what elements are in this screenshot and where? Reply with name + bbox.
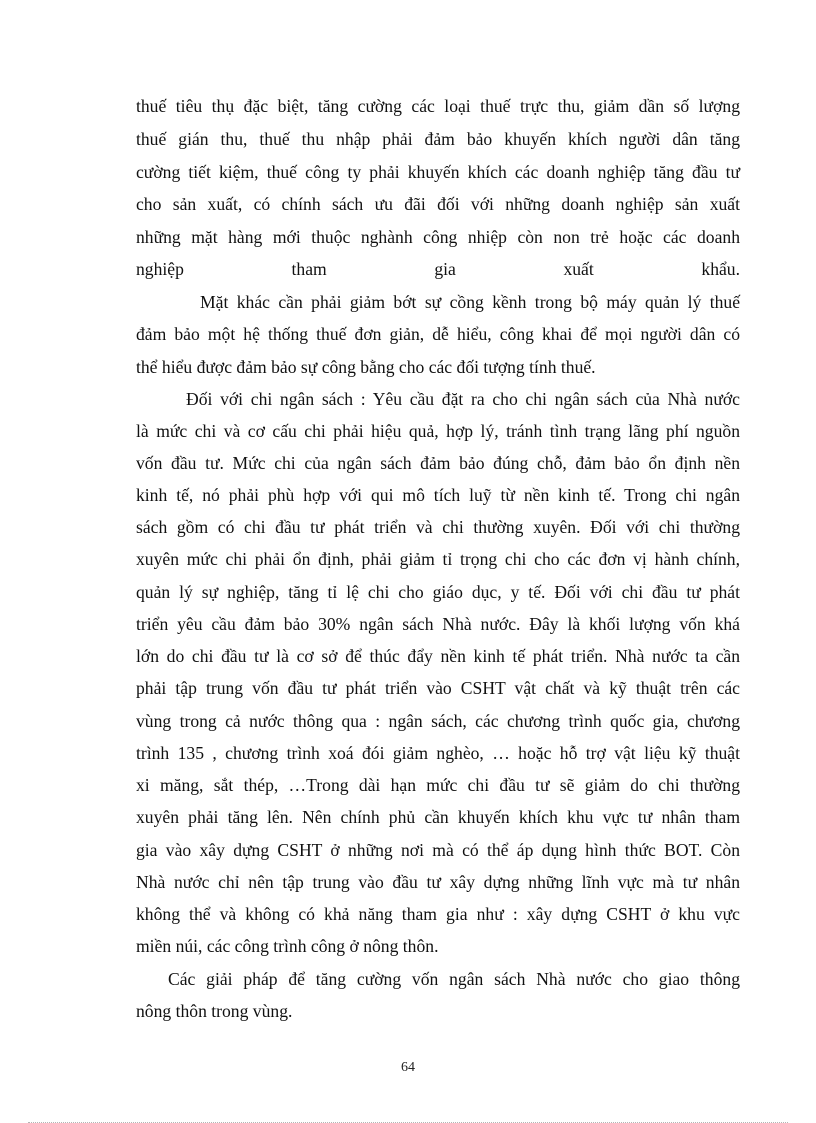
text-line: sách gồm có chi đầu tư phát triển và chi thường xuyên. Đối với chi thường — [136, 517, 740, 537]
text-line: không thể và không có khả năng tham gia như : xây dựng CSHT ở khu vực — [136, 904, 740, 924]
text-line: thuế tiêu thụ đặc biệt, tăng cường các loại thuế trực thu, giảm dần số lượng — [136, 96, 740, 116]
text-line: Đối với chi ngân sách : Yêu cầu đặt ra cho chi ngân sách của Nhà nước — [186, 389, 740, 409]
text-line: Nhà nước chỉ nên tập trung vào đầu tư xây dựng những lĩnh vực mà tư nhân — [136, 872, 740, 892]
text-line: Các giải pháp để tăng cường vốn ngân sách Nhà nước cho giao thông — [168, 969, 740, 989]
text-line: trình 135 , chương trình xoá đói giảm nghèo, … hoặc hỗ trợ vật liệu kỹ thuật — [136, 743, 740, 763]
text-line: miền núi, các công trình công ở nông thôn. — [136, 936, 439, 956]
text-line: cường tiết kiệm, thuế công ty phải khuyến khích các doanh nghiệp tăng đầu tư — [136, 162, 740, 182]
text-line: xi măng, sắt thép, …Trong dài hạn mức chi đầu tư sẽ giảm do chi thường — [136, 775, 740, 795]
text-line: triển yêu cầu đảm bảo 30% ngân sách Nhà nước. Đây là khối lượng vốn khá — [136, 614, 740, 634]
text-line: lớn do chi đầu tư là cơ sở để thúc đẩy nền kinh tế phát triển. Nhà nước ta cần — [136, 646, 740, 666]
text-line: phải tập trung vốn đầu tư phát triển vào CSHT vật chất và kỹ thuật trên các — [136, 678, 740, 698]
text-line: nghiệp tham gia xuất khẩu. — [136, 259, 740, 279]
text-line: đảm bảo một hệ thống thuế đơn giản, dễ hiểu, công khai để mọi người dân có — [136, 324, 740, 344]
text-line: Mặt khác cần phải giảm bớt sự cồng kềnh trong bộ máy quản lý thuế — [200, 292, 740, 312]
text-line: cho sản xuất, có chính sách ưu đãi đối với những doanh nghiệp sản xuất — [136, 194, 740, 214]
text-line: vùng trong cả nước thông qua : ngân sách, các chương trình quốc gia, chương — [136, 711, 740, 731]
text-line: quản lý sự nghiệp, tăng tỉ lệ chi cho giáo dục, y tế. Đối với chi đầu tư phát — [136, 582, 740, 602]
text-line: xuyên phải tăng lên. Nên chính phủ cần khuyến khích khu vực tư nhân tham — [136, 807, 740, 827]
text-line: thể hiểu được đảm bảo sự công bằng cho các đối tượng tính thuế. — [136, 357, 596, 377]
text-line: kinh tế, nó phải phù hợp với qui mô tích luỹ từ nền kinh tế. Trong chi ngân — [136, 485, 740, 505]
text-line: nông thôn trong vùng. — [136, 1001, 293, 1021]
text-line: là mức chi và cơ cấu chi phải hiệu quả, hợp lý, tránh tình trạng lãng phí nguồn — [136, 421, 740, 441]
text-line: xuyên mức chi phải ổn định, phải giảm tỉ trọng chi cho các đơn vị hành chính, — [136, 549, 740, 569]
text-line: gia vào xây dựng CSHT ở những nơi mà có thể áp dụng hình thức BOT. Còn — [136, 840, 740, 860]
text-line: những mặt hàng mới thuộc nghành công nhiệp còn non trẻ hoặc các doanh — [136, 227, 740, 247]
text-line: thuế gián thu, thuế thu nhập phải đảm bảo khuyến khích người dân tăng — [136, 129, 740, 149]
text-line: vốn đầu tư. Mức chi của ngân sách đảm bảo đúng chỗ, đảm bảo ổn định nền — [136, 453, 740, 473]
page-number: 64 — [401, 1060, 415, 1075]
